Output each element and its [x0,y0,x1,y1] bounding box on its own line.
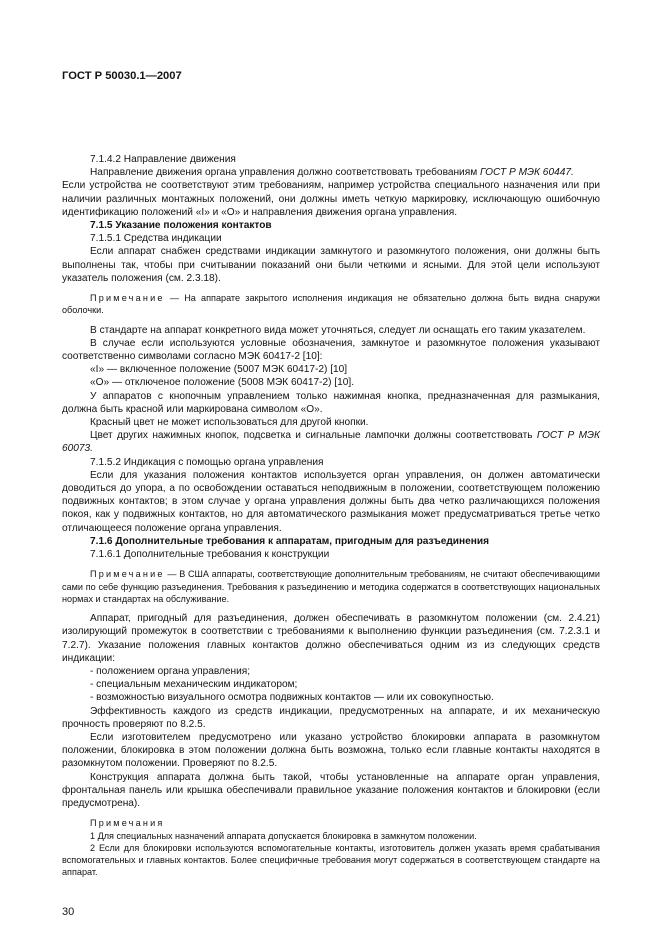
section-title-7-1-5-2: 7.1.5.2 Индикация с помощью органа управления [90,456,324,468]
note-closed-enclosure [62,292,600,317]
standard-reference: ГОСТ Р МЭК 60073. [62,430,600,455]
note-text: — На аппарате закрытого исполнения индикация не обязательно должна быть видна снаружи оболочки. [62,293,600,316]
paragraph-isolation-gap: Аппарат, пригодный для разъединения, должен обеспечивать в разомкнутом положении (см. 2.4.21) изолирующий промежуток в соответствии с требованиями к выполнению функции разъединения (см. 7.2.3.1 и 7.2.7). Указание положения главных контактов должно обеспечиваться одним из из следующих средств индикации: [62,613,600,664]
paragraph-effectiveness: Эффективность каждого из средств индикации, предусмотренных на аппарате, и их механическую прочность проверяют по 8.2.5. [62,705,600,730]
paragraph-button-colors [62,429,600,455]
note-item-1: 1 Для специальных назначений аппарата допускается блокировка в замкнутом положении. [90,830,477,841]
note-usa [62,568,600,605]
standard-reference: ГОСТ Р МЭК 60447. [479,167,574,179]
paragraph-push-button: У аппаратов с кнопочным управлением только нажимная кнопка, предназначенная для размыкания, должна быть красной или маркирована символом «O». [62,390,600,415]
section-title-7-1-5-1: 7.1.5.1 Средства индикации [90,233,222,245]
note-label: Примечание [90,569,165,580]
paragraph-symbol-off: «O» — отключеное положение (5008 МЭК 60417-2) [10]. [90,377,355,389]
paragraph-text: Цвет других нажимных кнопок, подсветка и сигнальные лампочки должны соответствовать [90,430,533,442]
list-item-visual-inspection: - возможностью визуального осмотра подвижных контактов — или их совокупностью. [90,692,494,704]
page-number: 30 [62,906,75,918]
paragraph-text: Если устройства не соответствуют этим требованиям, например устройства специального назначения или при наличии различных монтажных положений, они должны иметь четкую маркировку, исключающую ошибочную идентификацию положений «I» и «O» и направления движения органа управления. [62,180,600,218]
note-text: — В США аппараты, соответствующие дополнительным требованиям, не считают обеспечивающими сами по себе функцию разъединения. Требования к разъединению и методика содержатся в соответствующих национальных нормах и стандартах на обслуживание. [62,569,600,604]
paragraph-actuator-indication: Если для указания положения контактов используется орган управления, он должен автоматически доводиться до упора, а по освобождении оставаться неподвижным в положении, соответствующем положению подвижных контактов; в этом случае у органа управления должны быть два четко различающихся положения покоя, как у подвижных контактов, но для автоматического размыкания может предусматриваться третье четко отличающееся положение органа управления. [62,469,600,534]
paragraph-red-color: Красный цвет не может использоваться для другой кнопки. [90,417,369,429]
note-label: Примечание [90,293,165,304]
paragraph-locking: Если изготовителем предусмотрено или указано устройство блокировки аппарата в разомкнутом положении, блокировка в этом положении должна быть возможна, только если главные контакты находятся в разомкнутом положении. Проверяют по 8.2.5. [62,732,600,770]
document-page [62,58,600,918]
list-item-actuator-position: - положением органа управления; [90,665,251,677]
paragraph-indication-means: Если аппарат снабжен средствами индикации замкнутого и разомкнутого положения, они должны быть выполнены так, чтобы при считывании показаний они были четкими и ясными. Для этой цели используют указатель положения (см. 2.3.18). [62,246,600,284]
list-item-mechanical-indicator: - специальным механическим индикатором; [90,679,298,691]
paragraph-symbol-on: «I» — включенное положение (5007 МЭК 60417-2) [10] [90,364,348,376]
paragraph-direction [62,166,600,219]
paragraph-standard-clarification: В стандарте на аппарат конкретного вида может уточняться, следует ли оснащать его таким указателем. [90,324,586,336]
section-title-7-1-6-1: 7.1.6.1 Дополнительные требования к конструкции [90,549,330,561]
note-item-2: 2 Если для блокировки используются вспомогательные контакты, изготовитель должен указать время срабатывания вспомогательных и главных контактов. Более специфичные требования могут содержаться в соответствующем стандарте на аппарат. [62,842,600,878]
section-title-7-1-6: 7.1.6 Дополнительные требования к аппаратам, пригодным для разъединения [90,535,489,547]
paragraph-text: Направление движения органа управления должно соответствовать требованиям [90,167,478,179]
section-title-7-1-5: 7.1.5 Указание положения контактов [90,220,272,232]
section-title-7-1-4-2: 7.1.4.2 Направление движения [90,154,236,165]
notes-label: Примечания [90,818,165,829]
document-body [62,153,600,879]
paragraph-symbols: В случае если используются условные обозначения, замкнутое и разомкнутое положения указывают соответственно символами согласно МЭК 60417-2 [10]: [62,337,600,363]
paragraph-construction: Конструкция аппарата должна быть такой, чтобы установленные на аппарате орган управления, фронтальная панель или крышка обеспечивали правильное указание положения контактов и блокировки (если предусмотрена). [62,771,600,810]
standard-header: ГОСТ Р 50030.1—2007 [62,70,182,82]
